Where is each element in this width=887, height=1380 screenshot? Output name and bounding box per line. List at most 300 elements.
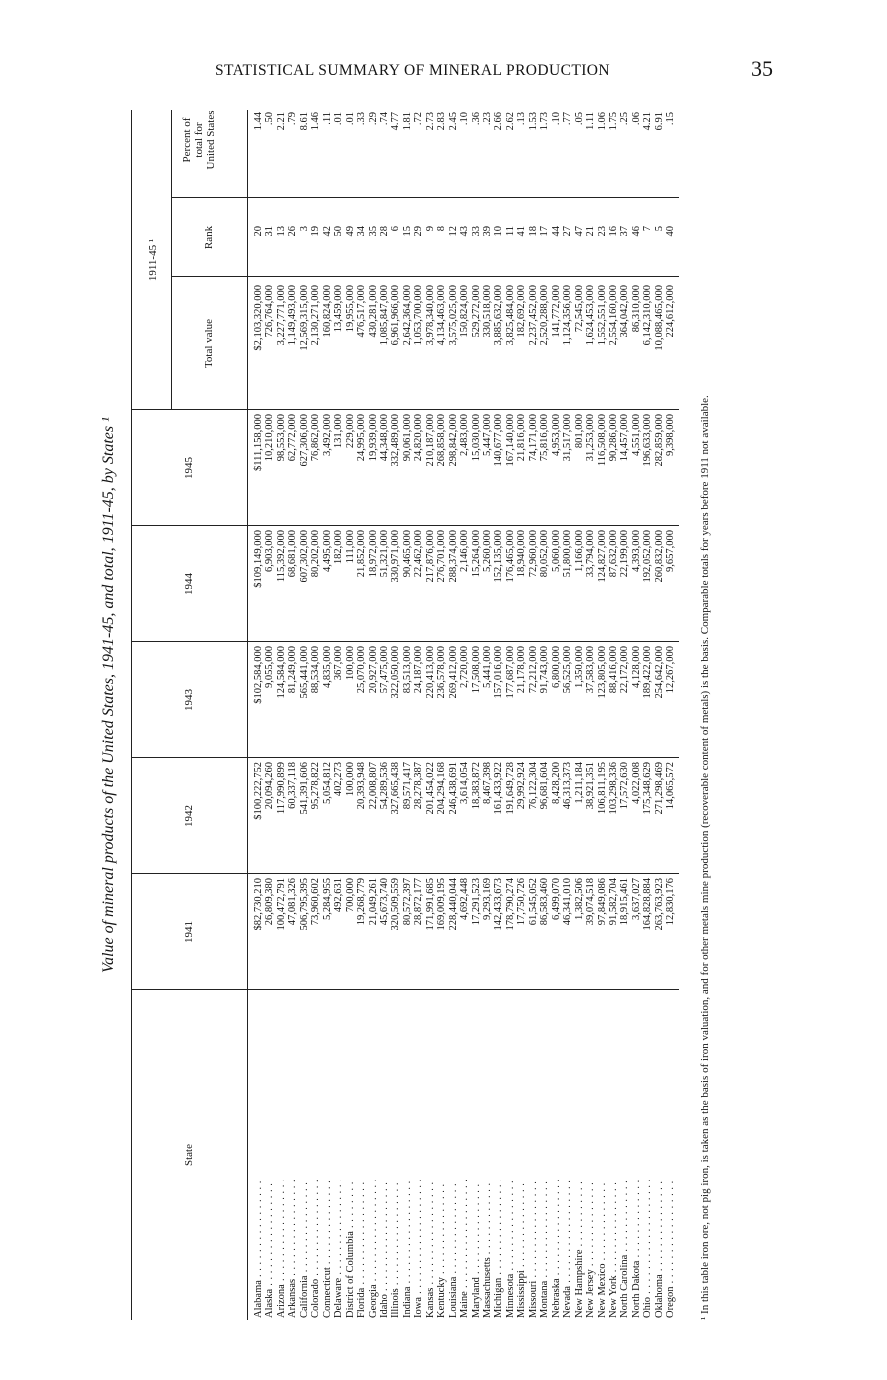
cell-total-value: 1,053,700,000 [413,285,425,346]
cell-1944: 51,321,000 [378,530,390,578]
cell-1943: 72,212,000 [527,646,539,694]
cell-1943: 20,927,000 [367,646,379,694]
cell-1945: 5,447,000 [482,414,493,456]
cell-state: California . . . [299,1180,310,1318]
table-row [619,70,630,1320]
table-row [597,70,608,1320]
cell-state: Idaho . . . [379,1180,390,1318]
cell-percent: .01 [333,112,345,126]
cell-percent: .13 [516,112,528,126]
cell-1945: 15,030,000 [470,414,482,462]
cell-rank: 3 [298,226,310,232]
cell-state: New Jersey . . . [585,1180,596,1318]
cell-rank: 13 [275,226,287,237]
cell-total-value: 72,545,000 [573,285,585,333]
cell-rank: 47 [573,226,585,237]
cell-1944: 18,972,000 [367,530,379,578]
cell-rank: 49 [344,226,356,237]
cell-1943: 6,800,000 [550,646,562,688]
cell-1942: 4,022,008 [630,762,642,804]
cell-1945: 196,633,000 [642,414,654,467]
cell-1945: 167,140,000 [504,414,516,467]
cell-state: Maine . . . [459,1180,470,1318]
cell-1942: 204,294,168 [436,762,448,815]
table-row [402,70,413,1320]
cell-percent: 2.62 [504,112,516,131]
cell-rank: 23 [596,226,608,237]
cell-state: Nebraska . . . [551,1180,562,1318]
cell-state: Montana . . . [539,1180,550,1318]
cell-rank: 17 [539,226,551,237]
cell-total-value: 3,978,340,000 [424,285,436,346]
cell-1944: 1,166,000 [573,530,585,572]
cell-1943: 88,416,000 [607,646,619,694]
cell-1943: 25,070,000 [356,646,368,694]
cell-1943: 21,178,000 [516,646,528,694]
cell-state: Arkansas . . . [287,1180,298,1318]
cell-1941: 1,382,506 [573,878,585,920]
cell-1941: 17,291,523 [470,878,482,926]
cell-1945: 4,551,000 [630,414,642,456]
cell-percent: .50 [264,112,276,126]
cell-state: Ohio . . . [642,1180,653,1318]
cell-1944: 15,264,000 [470,530,482,578]
cell-rank: 6 [390,226,402,232]
cell-total-value: 19,955,000 [344,285,356,333]
cell-state: Mississippi . . . [516,1180,527,1318]
cell-state: North Carolina . . . [619,1180,630,1318]
cell-1941: 28,872,177 [413,878,425,926]
cell-1943: 37,583,000 [585,646,597,694]
cell-total-value: $2,103,320,000 [253,285,264,351]
cell-1942: 54,289,536 [378,762,390,810]
cell-total-value: 330,518,000 [482,285,493,338]
cell-percent: .11 [321,112,333,125]
cell-1943: 88,534,000 [310,646,322,694]
cell-1945: 98,553,000 [275,414,287,462]
cell-total-value: 150,824,000 [459,285,471,338]
cell-1942: 28,278,387 [413,762,425,810]
cell-1941: 6,499,070 [550,878,562,920]
cell-percent: 2.66 [493,112,505,131]
cell-1941: 39,074,518 [585,878,597,926]
cell-state: New Mexico . . . [597,1180,608,1318]
cell-total-value: 3,227,771,000 [275,285,287,346]
cell-1941: 3,637,027 [630,878,642,920]
cell-rank: 39 [482,226,493,237]
cell-1943: 100,000 [344,646,356,681]
cell-1943: 189,422,000 [642,646,654,699]
cell-1945: 75,816,000 [539,414,551,462]
cell-1945: 4,953,000 [550,414,562,456]
cell-percent: .01 [344,112,356,126]
cell-percent: .10 [550,112,562,126]
cell-1942: 17,572,630 [619,762,631,810]
cell-1941: 9,293,169 [482,878,493,920]
cell-1942: 191,649,728 [504,762,516,815]
table-row [642,70,653,1320]
cell-rank: 28 [378,226,390,237]
cell-1945: 627,306,000 [298,414,310,467]
cell-1942: 103,298,336 [607,762,619,815]
cell-1944: 260,832,000 [653,530,665,583]
cell-rank: 27 [562,226,574,237]
cell-rank: 29 [413,226,425,237]
table-row [390,70,401,1320]
cell-1942: 89,571,417 [401,762,413,810]
cell-1942: 22,008,807 [367,762,379,810]
cell-1942: 76,122,304 [527,762,539,810]
cell-1944: 80,202,000 [310,530,322,578]
cell-1945: 10,210,000 [264,414,276,462]
cell-1945: 74,171,000 [527,414,539,462]
cell-1944: 2,146,000 [459,530,471,572]
cell-total-value: 224,612,000 [665,285,677,338]
table-row [276,70,287,1320]
cell-1944: 6,903,000 [264,530,276,572]
cell-1944: 4,495,000 [321,530,333,572]
cell-1942: 3,614,054 [459,762,471,804]
cell-rank: 8 [436,226,448,232]
table-row [471,70,482,1320]
cell-rank: 26 [287,226,299,237]
header-1942: 1942 [183,805,195,827]
cell-total-value: 1,085,847,000 [378,285,390,346]
cell-state: New Hampshire . . . [574,1180,585,1318]
cell-rank: 41 [516,226,528,237]
cell-total-value: 1,124,356,000 [562,285,574,346]
cell-1944: 22,462,000 [413,530,425,578]
cell-1943: 322,050,000 [390,646,402,699]
cell-total-value: 10,088,465,000 [653,285,665,351]
cell-total-value: 529,272,000 [470,285,482,338]
cell-1941: 700,000 [344,878,356,913]
table-row [665,70,676,1320]
cell-1944: 607,302,000 [298,530,310,583]
cell-1941: 21,049,261 [367,878,379,926]
cell-percent: .33 [356,112,368,126]
cell-rank: 11 [504,226,516,237]
cell-1945: 21,816,000 [516,414,528,462]
cell-1942: 1,211,184 [573,762,585,804]
cell-1943: 236,578,000 [436,646,448,699]
cell-1942: 14,065,572 [665,762,677,810]
cell-total-value: 86,310,000 [630,285,642,333]
cell-1945: 9,398,000 [665,414,677,456]
table-row [310,70,321,1320]
table-row [505,70,516,1320]
cell-1944: 33,794,000 [585,530,597,578]
cell-1945: 19,939,000 [367,414,379,462]
cell-1944: 192,052,000 [642,530,654,583]
cell-rank: 18 [527,226,539,237]
cell-1941: 506,795,395 [298,878,310,931]
header-percent: Percent of total for United States [181,110,217,170]
cell-percent: .36 [470,112,482,126]
table-top-rule [131,110,132,1320]
cell-percent: .10 [459,112,471,126]
cell-1942: 106,811,195 [596,762,608,815]
cell-total-value: 2,520,288,000 [539,285,551,346]
cell-total-value: 2,642,364,000 [401,285,413,346]
cell-1945: 90,286,000 [607,414,619,462]
cell-1941: 100,472,791 [275,878,287,931]
cell-1943: 22,172,000 [619,646,631,694]
cell-1943: 91,743,000 [539,646,551,694]
cell-1945: 131,000 [333,414,345,449]
cell-state: Minnesota . . . [505,1180,516,1318]
group-header-rule [171,110,172,410]
cell-state: District of Columbia . . . [345,1180,356,1318]
cell-total-value: 430,281,000 [367,285,379,338]
cell-state: Arizona . . . [276,1180,287,1318]
cell-rank: 15 [401,226,413,237]
cell-rank: 12 [447,226,459,237]
cell-rank: 34 [356,226,368,237]
cell-1941: 18,915,461 [619,878,631,926]
cell-1941: $82,730,210 [253,878,264,931]
cell-1942: $100,222,752 [253,762,264,820]
cell-state: Delaware . . . [333,1180,344,1318]
cell-1941: 17,750,726 [516,878,528,926]
cell-1942: 117,990,899 [275,762,287,815]
cell-1944: 176,465,000 [504,530,516,583]
cell-1943: 269,412,000 [447,646,459,699]
cell-total-value: 6,142,310,000 [642,285,654,346]
cell-percent: .79 [287,112,299,126]
cell-1943: 12,267,000 [665,646,677,694]
table-row [493,70,504,1320]
cell-state: Colorado . . . [310,1180,321,1318]
cell-percent: 1.53 [527,112,539,131]
cell-1944: 330,971,000 [390,530,402,583]
cell-1943: 81,249,000 [287,646,299,694]
cell-state: Oklahoma . . . [654,1180,665,1318]
table-row [654,70,665,1320]
cell-1941: 46,341,010 [562,878,574,926]
cell-1942: 8,428,200 [550,762,562,804]
cell-percent: .72 [413,112,425,126]
cell-1943: 56,525,000 [562,646,574,694]
header-group-1911-45: 1911-45 ¹ [147,238,159,282]
table-row [322,70,333,1320]
table-row [333,70,344,1320]
cell-1942: 96,681,604 [539,762,551,810]
cell-rank: 33 [470,226,482,237]
cell-state: Georgia . . . [368,1180,379,1318]
cell-1942: 20,094,260 [264,762,276,810]
cell-rank: 10 [493,226,505,237]
table-row [299,70,310,1320]
cell-state: Florida . . . [356,1180,367,1318]
cell-rank: 35 [367,226,379,237]
cell-1945: 90,061,000 [401,414,413,462]
table-row [585,70,596,1320]
cell-1943: 177,687,000 [504,646,516,699]
cell-rank: 5 [653,226,665,232]
cell-total-value: 2,237,452,000 [527,285,539,346]
table-row [528,70,539,1320]
cell-rank: 44 [550,226,562,237]
cell-percent: 8.61 [298,112,310,131]
cell-1945: 2,483,000 [459,414,471,456]
cell-rank: 46 [630,226,642,237]
cell-1941: 164,828,884 [642,878,654,931]
cell-1945: 229,000 [344,414,356,449]
cell-total-value: 726,764,000 [264,285,276,338]
cell-1944: 115,392,000 [275,530,287,583]
cell-1942: 8,467,398 [482,762,493,804]
cell-1943: 83,513,000 [401,646,413,694]
cell-state: Illinois . . . [390,1180,401,1318]
cell-percent: 1.06 [596,112,608,131]
cell-1943: 9,055,000 [264,646,276,688]
cell-1941: 61,545,052 [527,878,539,926]
cell-1942: 161,433,922 [493,762,505,815]
cell-1942: 201,454,022 [424,762,436,815]
cell-1942: 60,337,118 [287,762,299,809]
cell-percent: .25 [619,112,631,126]
cell-rank: 9 [424,226,436,232]
cell-state: Maryland . . . [471,1180,482,1318]
cell-state: Kansas . . . [425,1180,436,1318]
cell-1944: 5,260,000 [482,530,493,572]
cell-1943: 2,720,000 [459,646,471,688]
cell-1942: 246,438,691 [447,762,459,815]
cell-state: Connecticut . . . [322,1180,333,1318]
cell-percent: 1.73 [539,112,551,131]
cell-1942: 29,992,924 [516,762,528,810]
cell-total-value: 3,885,632,000 [493,285,505,346]
cell-1941: 492,631 [333,878,345,913]
mineral-value-table [131,70,691,1320]
table-row [356,70,367,1320]
cell-total-value: 3,825,484,000 [504,285,516,346]
cell-1945: 44,348,000 [378,414,390,462]
table-row [516,70,527,1320]
cell-rank: 42 [321,226,333,237]
cell-1944: 217,876,000 [424,530,436,583]
cell-total-value: 12,569,315,000 [298,285,310,351]
cell-1945: 76,862,000 [310,414,322,462]
cell-1944: $109,149,000 [253,530,264,588]
cell-total-value: 1,624,453,000 [585,285,597,346]
cell-percent: 1.75 [607,112,619,131]
cell-1945: 62,772,000 [287,414,299,462]
table-row [413,70,424,1320]
cell-1944: 22,199,000 [619,530,631,578]
table-row [459,70,470,1320]
cell-total-value: 4,134,463,000 [436,285,448,346]
cell-rank: 43 [459,226,471,237]
cell-1942: 271,298,469 [653,762,665,815]
table-caption: Value of mineral products of the United States, 1941-45, and total, 1911-45, by States ¹ [100,417,117,973]
cell-percent: 1.81 [401,112,413,131]
cell-total-value: 3,575,025,000 [447,285,459,346]
cell-1945: 24,820,000 [413,414,425,462]
cell-percent: 2.83 [436,112,448,131]
cell-1941: 171,991,685 [424,878,436,931]
cell-1941: 228,440,044 [447,878,459,931]
table-row [264,70,275,1320]
page-number: 35 [751,56,773,81]
cell-percent: .77 [562,112,574,126]
cell-1943: 124,584,000 [275,646,287,699]
cell-1945: 3,492,000 [321,414,333,456]
cell-1943: 254,642,000 [653,646,665,699]
table-row [551,70,562,1320]
cell-total-value: 13,459,000 [333,285,345,333]
table-row [287,70,298,1320]
cell-1942: 5,054,812 [321,762,333,804]
cell-1944: 124,827,000 [596,530,608,583]
cell-total-value: 1,552,551,000 [596,285,608,346]
cell-1941: 5,284,955 [321,878,333,920]
cell-total-value: 476,517,000 [356,285,368,338]
cell-state: Iowa . . . [413,1180,424,1318]
cell-1942: 175,348,629 [642,762,654,815]
cell-1945: 116,508,000 [596,414,608,467]
cell-1944: 80,052,000 [539,530,551,578]
cell-state: Alaska . . . [264,1180,275,1318]
cell-total-value: 1,149,493,000 [287,285,299,346]
cell-1944: 21,852,000 [356,530,368,578]
cell-1941: 86,583,460 [539,878,551,926]
table-row [253,70,264,1320]
cell-rank: 19 [310,226,322,237]
cell-1944: 182,000 [333,530,345,565]
cell-1944: 18,940,000 [516,530,528,578]
cell-1943: 17,508,000 [470,646,482,694]
cell-state: Kentucky . . . [436,1180,447,1318]
cell-1941: 142,433,673 [493,878,505,931]
cell-state: Michigan . . . [493,1180,504,1318]
cell-1944: 90,465,000 [401,530,413,578]
cell-1943: 367,000 [333,646,345,681]
cell-percent: .05 [573,112,585,126]
header-1943: 1943 [183,689,195,711]
cell-1941: 178,790,274 [504,878,516,931]
cell-rank: 21 [585,226,597,237]
header-1945: 1945 [183,457,195,479]
cell-1943: 220,413,000 [424,646,436,699]
cell-percent: 1.11 [585,112,597,130]
cell-total-value: 364,042,000 [619,285,631,338]
cell-total-value: 160,824,000 [321,285,333,338]
cell-1941: 80,572,397 [401,878,413,926]
table-row [482,70,493,1320]
cell-1943: 123,805,000 [596,646,608,699]
cell-total-value: 2,554,160,000 [607,285,619,346]
cell-state: Massachusetts . . . [482,1180,493,1318]
cell-1941: 47,081,326 [287,878,299,926]
cell-percent: 4.21 [642,112,654,131]
table-row [574,70,585,1320]
cell-1945: 210,187,000 [424,414,436,467]
cell-1942: 18,383,872 [470,762,482,810]
cell-percent: .74 [378,112,390,126]
cell-1942: 95,278,822 [310,762,322,810]
cell-1945: 14,457,000 [619,414,631,462]
footnote: ¹ In this table iron ore, not pig iron, is taken as the basis of iron valuation, and for other metals mine production (recoverable content of metals) is the basis. Comparable totals for years before 1911 not available. [699,395,711,1320]
cell-1944: 4,393,000 [630,530,642,572]
cell-1941: 263,763,923 [653,878,665,931]
cell-1942: 541,391,606 [298,762,310,815]
cell-state: Nevada . . . [562,1180,573,1318]
cell-1944: 9,657,000 [665,530,677,572]
cell-percent: 2.45 [447,112,459,131]
cell-1945: 298,842,000 [447,414,459,467]
